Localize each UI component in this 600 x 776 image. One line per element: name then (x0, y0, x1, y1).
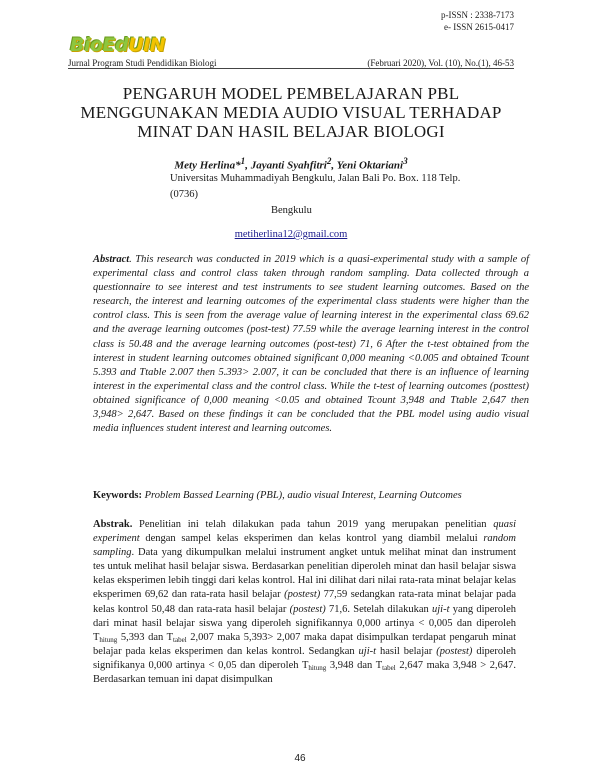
abstract-text: . This research was conducted in 2019 which is a quasi-experimental study with a sample of experimental class and control class taken through random sampling. Data collected through a questionnaire to see interest and test instruments to see student learning outcomes. Based on the research, the interest and learning outcomes of the experimental class students were higher than the control class. This is seen from the average value of learning interest in the experimental class 69.62 and the average learning outcomes (post-test) 77.59 while the average learning interest in the control class is 50.48 and the average learning outcomes (post-test) 71, 6 After the t-test obtained from the interest in student learning outcomes obtained significant 0,000 meaning <0.005 and obtained Tcount 5.393 and Ttable 2.007 then 5.393> 2.007, it can be concluded that there is an influence of learning interest in the experimental class and the control class. While the t-test of learning outcomes (posttest) obtained significance of 0,000 meaning <0.05 and obtained Tcount 3,948 and Ttable 2,647 then 3,948> 2,647. Based on these findings it can be concluded that the PBL model using audio visual media influences student interest and learning outcomes. (93, 254, 529, 435)
p-issn: p-ISSN : 2338-7173 (440, 10, 514, 20)
abstrak-text: dengan sampel kelas eksperimen dan kelas kontrol yang diambil melalui (139, 533, 484, 545)
journal-logo (70, 34, 165, 56)
abstrak-text: 2,007 maka 5,393> 2,007 maka dapat disimpulkan terdapat pengaruh minat belajar pada kelas eksperimen dan kelas kontrol. Sedangkan (93, 631, 517, 657)
abstract-label: Abstract (93, 254, 130, 265)
author-superscript: 3 (403, 156, 408, 166)
abstrak-text: hasil belajar (376, 645, 437, 657)
abstrak-subscript: hitung (308, 663, 327, 672)
abstrak-italic: quasi experiment (93, 519, 516, 545)
keywords (93, 490, 529, 501)
abstrak-subscript: hitung (99, 635, 118, 644)
abstract-english (93, 253, 529, 436)
abstrak-italic: uji-t (358, 645, 377, 657)
affiliation-address: Universitas Muhammadiyah Bengkulu, Jalan Bali Po. Box. 118 Telp. (0736) (170, 173, 461, 200)
abstrak-italic: (postest) (289, 603, 326, 615)
author-separator: , (331, 159, 337, 172)
abstrak-text: 3,948 dan T (326, 659, 383, 671)
author-name: Jayanti Syahfitri (250, 159, 327, 172)
title-line: PENGARUH MODEL PEMBELAJARAN PBL (122, 84, 460, 103)
abstrak-text: Penelitian ini telah dilakukan pada tahun 2019 yang merupakan penelitian (132, 519, 494, 530)
volume-info: (Februari 2020), Vol. (10), No.(1), 46-53 (367, 58, 514, 68)
author-superscript: 2 (326, 156, 332, 166)
author-name: Mety Herlina* (174, 159, 241, 172)
abstrak-text: diperoleh signifikanya 0,000 artinya < 0,05 dan diperoleh T (93, 645, 516, 671)
logo-text-bioed: BioEd (70, 34, 129, 56)
abstrak-italic: uji-t (431, 603, 450, 615)
e-issn: e- ISSN 2615-0417 (444, 22, 514, 32)
author-superscript: 1 (240, 156, 246, 166)
abstrak-subscript: tabel (382, 663, 396, 672)
author-list (68, 156, 514, 172)
abstrak-text: 5,393 dan T (117, 631, 174, 643)
title-line: MINAT DAN HASIL BELAJAR BIOLOGI (137, 122, 445, 141)
abstrak-text: 2,647 maka 3,948 > 2,647. Berdasarkan temuan ini dapat disimpulkan (93, 659, 516, 686)
header-divider (68, 68, 514, 69)
abstrak-italic: random sampling (93, 533, 516, 559)
page-number: 46 (294, 753, 306, 764)
paper-title (68, 84, 514, 141)
affiliation (170, 171, 470, 219)
logo-text-uin: UIN (128, 34, 166, 56)
author-email-link[interactable]: metiherlina12@gmail.com (234, 229, 348, 240)
affiliation-city: Bengkulu (271, 205, 312, 216)
abstrak-text: yang diperoleh dari minat hasil belajar siswa yang diperoleh signifikannya 0,000 artinya < 0,005 dan diperoleh T (93, 603, 516, 643)
abstrak-label: Abstrak. (93, 519, 133, 530)
author-name: Yeni Oktariani (336, 159, 404, 172)
keywords-text: Problem Bassed Learning (PBL), audio visual Interest, Learning Outcomes (142, 490, 462, 501)
abstrak-subscript: tabel (173, 635, 187, 644)
keywords-label: Keywords: (93, 490, 142, 501)
journal-name: Jurnal Program Studi Pendidikan Biologi (68, 58, 217, 68)
abstract-indonesian (93, 518, 516, 687)
abstrak-italic: (postest) (284, 589, 321, 601)
abstrak-text: 77,59 sedangkan rata-rata minat belajar pada kelas kontrol 50,48 dan rata-rata hasil belajar (93, 589, 516, 615)
abstrak-italic: (postest) (436, 645, 473, 657)
abstrak-text: . Data yang dikumpulkan melalui instrument angket untuk melihat minat dan instrument tes untuk melihat hasil belajar siswa. Berdasarkan penelitian diperoleh minat dan hasil belajar siswa kelas eksperimen lebih tinggi dari kelas kontrol. Hal ini dilihat dari nilai rata-rata minat belajar kelas eksperimen 69,62 dan rata-rata hasil belajar (93, 547, 516, 601)
author-separator: , (245, 159, 251, 172)
title-line: MENGGUNAKAN MEDIA AUDIO VISUAL TERHADAP (80, 103, 502, 122)
abstrak-text: 71,6. Setelah dilakukan (325, 603, 432, 615)
